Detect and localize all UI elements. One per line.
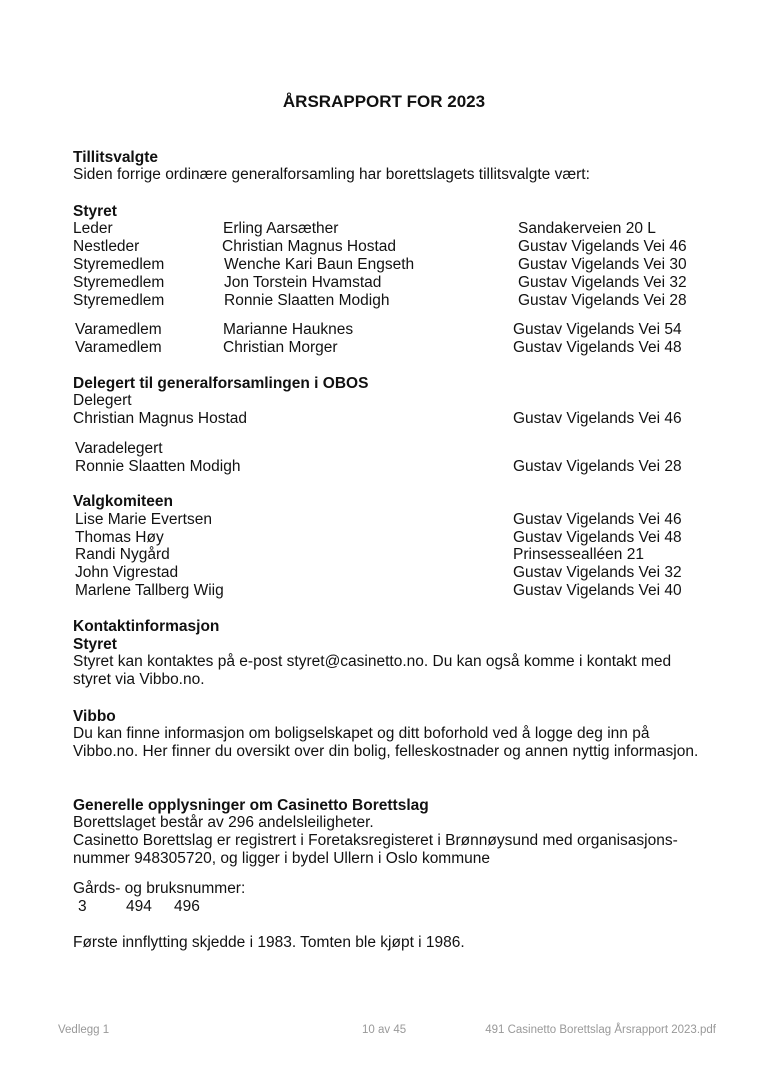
page-title: ÅRSRAPPORT FOR 2023 bbox=[282, 92, 486, 111]
kontakt-styret-heading: Styret bbox=[73, 636, 117, 653]
styret-address: Gustav Vigelands Vei 46 bbox=[518, 238, 687, 255]
tillitsvalgte-intro: Siden forrige ordinære generalforsamling har borettslagets tillitsvalgte vært: bbox=[73, 166, 590, 183]
valgkomite-address: Gustav Vigelands Vei 40 bbox=[513, 582, 682, 599]
styret-name: Wenche Kari Baun Engseth bbox=[224, 256, 415, 273]
innflytting-text: Første innflytting skjedde i 1983. Tomten ble kjøpt i 1986. bbox=[73, 934, 465, 951]
valgkomite-name: Lise Marie Evertsen bbox=[75, 511, 212, 528]
valgkomite-address: Gustav Vigelands Vei 32 bbox=[513, 564, 682, 581]
vara-role: Varamedlem bbox=[75, 339, 162, 356]
vara-address: Gustav Vigelands Vei 54 bbox=[513, 321, 682, 338]
vara-name: Marianne Hauknes bbox=[223, 321, 354, 338]
delegert-address: Gustav Vigelands Vei 46 bbox=[513, 410, 682, 427]
generelle-line: nummer 948305720, og ligger i bydel Ullern i Oslo kommune bbox=[73, 850, 490, 867]
vara-name: Christian Morger bbox=[223, 339, 338, 356]
valgkomite-address: Gustav Vigelands Vei 46 bbox=[513, 511, 682, 528]
styret-role: Styremedlem bbox=[73, 292, 165, 309]
valgkomite-address: Prinsessealléen 21 bbox=[513, 546, 644, 563]
kontakt-heading: Kontaktinformasjon bbox=[73, 618, 220, 635]
valgkomite-name: John Vigrestad bbox=[75, 564, 179, 581]
gards-label: Gårds- og bruksnummer: bbox=[73, 880, 246, 897]
vara-role: Varamedlem bbox=[75, 321, 162, 338]
valgkomite-name: Marlene Tallberg Wiig bbox=[75, 582, 224, 599]
valgkomite-address: Gustav Vigelands Vei 48 bbox=[513, 529, 682, 546]
vibbo-text: Du kan finne informasjon om boligselskapet og ditt boforhold ved å logge deg inn på Vibbo.no. Her finner du oversikt over din bolig, felleskostnader og annen nyttig informasjon. bbox=[73, 725, 699, 760]
styret-name: Ronnie Slaatten Modigh bbox=[224, 292, 390, 309]
styret-role: Styremedlem bbox=[73, 256, 165, 273]
styret-role: Leder bbox=[73, 220, 113, 237]
gards-value: 494 bbox=[126, 898, 152, 915]
generelle-line: Borettslaget består av 296 andelsleiligheter. bbox=[73, 814, 374, 831]
generelle-heading: Generelle opplysninger om Casinetto Borettslag bbox=[73, 797, 429, 814]
varadelegert-address: Gustav Vigelands Vei 28 bbox=[513, 458, 682, 475]
valgkomite-name: Randi Nygård bbox=[75, 546, 170, 563]
delegert-name: Christian Magnus Hostad bbox=[73, 410, 248, 427]
gards-value: 496 bbox=[174, 898, 200, 915]
footer-page-number: 10 av 45 bbox=[362, 1024, 407, 1036]
varadelegert-label: Varadelegert bbox=[75, 440, 163, 457]
vibbo-heading: Vibbo bbox=[73, 708, 116, 725]
styret-name: Christian Magnus Hostad bbox=[222, 238, 397, 255]
styret-address: Gustav Vigelands Vei 32 bbox=[518, 274, 687, 291]
gards-value: 3 bbox=[78, 898, 87, 915]
footer-filename: 491 Casinetto Borettslag Årsrapport 2023.pdf bbox=[485, 1024, 716, 1036]
styret-address: Gustav Vigelands Vei 30 bbox=[518, 256, 687, 273]
delegert-label: Delegert bbox=[73, 392, 132, 409]
kontakt-styret-text: Styret kan kontaktes på e-post styret@casinetto.no. Du kan også komme i kontakt med styret via Vibbo.no. bbox=[73, 653, 672, 688]
valgkomite-name: Thomas Høy bbox=[75, 529, 164, 546]
vara-address: Gustav Vigelands Vei 48 bbox=[513, 339, 682, 356]
styret-address: Sandakerveien 20 L bbox=[518, 220, 656, 237]
valgkomiteen-heading: Valgkomiteen bbox=[73, 493, 173, 510]
tillitsvalgte-heading: Tillitsvalgte bbox=[73, 149, 158, 166]
styret-name: Jon Torstein Hvamstad bbox=[224, 274, 382, 291]
styret-role: Nestleder bbox=[73, 238, 140, 255]
varadelegert-name: Ronnie Slaatten Modigh bbox=[75, 458, 241, 475]
styret-name: Erling Aarsæther bbox=[223, 220, 339, 237]
styret-address: Gustav Vigelands Vei 28 bbox=[518, 292, 687, 309]
generelle-line: Casinetto Borettslag er registrert i Foretaksregisteret i Brønnøysund med organisasjons- bbox=[73, 832, 678, 849]
delegert-heading: Delegert til generalforsamlingen i OBOS bbox=[73, 375, 369, 392]
styret-role: Styremedlem bbox=[73, 274, 165, 291]
footer-left: Vedlegg 1 bbox=[58, 1024, 110, 1036]
styret-heading: Styret bbox=[73, 203, 117, 220]
